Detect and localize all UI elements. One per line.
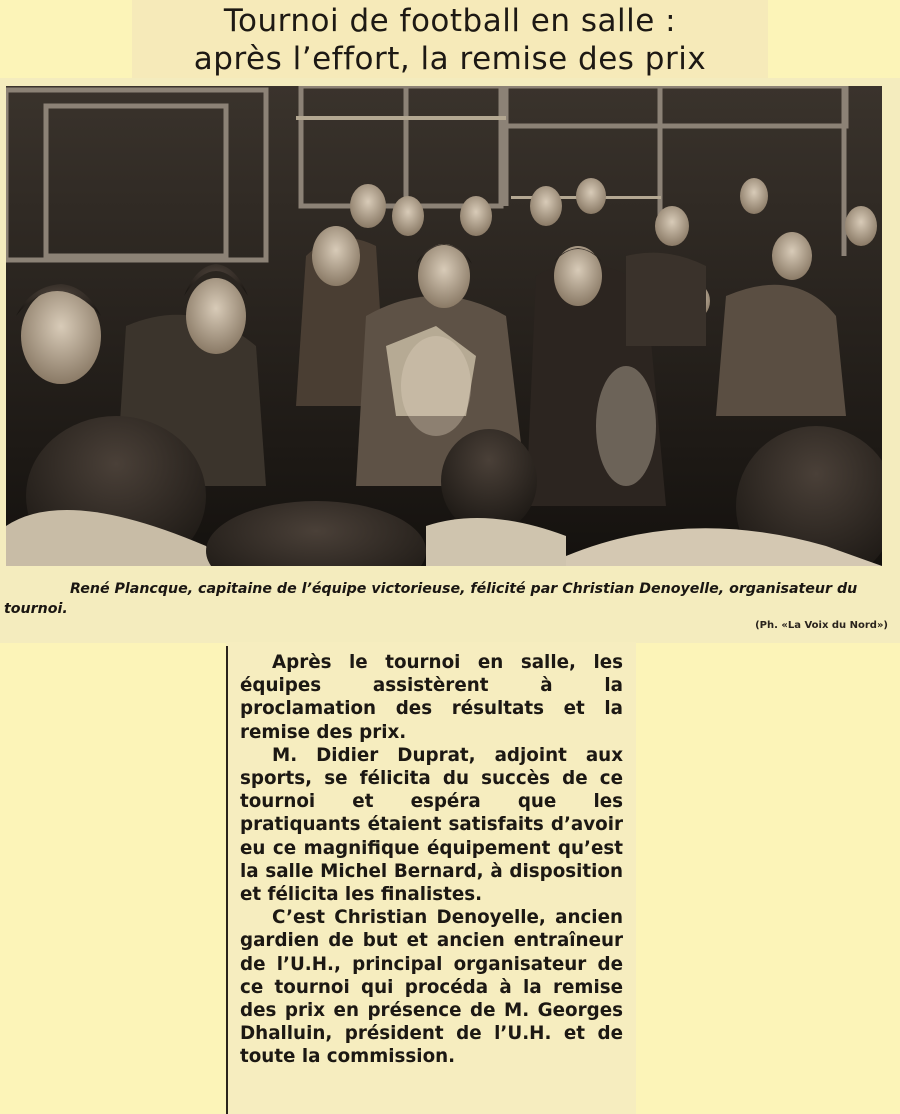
headline-line-1: Tournoi de football en salle :: [223, 3, 677, 39]
article-paragraph-1: Après le tournoi en salle, les équipes assistèrent à la proclamation des résultats et la remise des prix.: [240, 652, 623, 743]
photo-credit: (Ph. «La Voix du Nord»): [755, 620, 888, 631]
photo-illustration: [6, 86, 882, 566]
headline-line-2: après l’effort, la remise des prix: [193, 41, 707, 77]
news-photograph: [6, 86, 882, 566]
column-rule: [226, 646, 228, 1114]
article-body: [240, 651, 623, 1069]
article-paragraph-2: M. Didier Duprat, adjoint aux sports, se félicita du succès de ce tournoi et espéra que les pratiquants étaient satisfaits d’avoir eu ce magnifique équipement qu’est la salle Michel Bernard, à disposition et félicita les finalistes.: [240, 744, 623, 906]
door-bar: [296, 116, 506, 120]
right-figure: [554, 246, 602, 306]
photo-caption: René Plancque, capitaine de l’équipe victorieuse, félicité par Christian Denoyelle, organisateur du tournoi.: [4, 581, 858, 617]
headline: [132, 2, 768, 78]
article-paragraph-3: C’est Christian Denoyelle, ancien gardien de but et ancien entraîneur de l’U.H., principal organisateur de ce tournoi qui procéda à la remise des prix en présence de M. Georges Dhalluin, président de l’U.H. et de toute la commission.: [240, 907, 623, 1068]
